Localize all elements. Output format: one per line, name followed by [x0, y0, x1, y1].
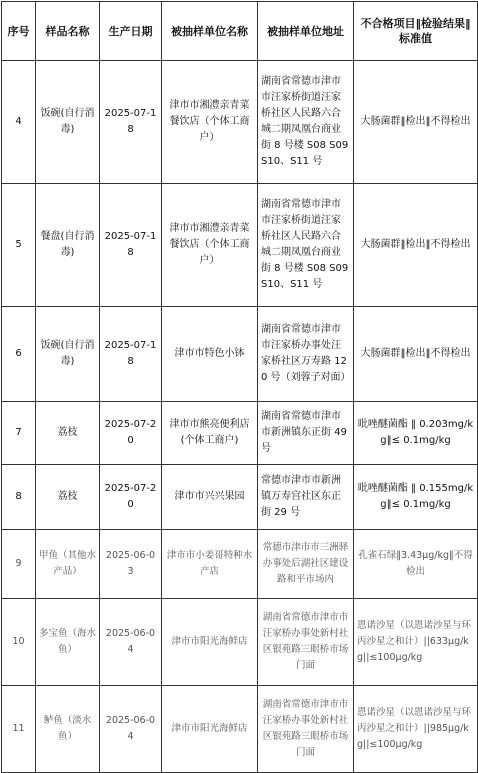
row-production-date: 2025-07-18	[100, 184, 162, 307]
row-no: 10	[2, 599, 36, 686]
row-production-date: 2025-06-03	[100, 530, 162, 599]
table-row	[2, 465, 478, 530]
header-sample-name: 样品名称	[36, 2, 100, 61]
row-unit-name: 津市市阳光海鲜店	[162, 599, 258, 686]
row-result: 恩诺沙星（以恩诺沙星与环丙沙星之和计）||985μg/kg||≤100μg/kg	[354, 686, 478, 773]
table-row	[2, 599, 478, 686]
row-no: 7	[2, 402, 36, 465]
row-result: 吡唑醚菌酯 ‖ 0.155mg/kg‖≤ 0.1mg/kg	[354, 465, 478, 530]
table-row	[2, 402, 478, 465]
row-unit-name: 津市市小姜哥特种水产店	[162, 530, 258, 599]
row-unit-address: 湖南省常德市津市市汪家桥办事处新村社区银苑路三眼桥市场门面	[258, 686, 354, 773]
row-unit-address: 常德市津市市三洲驿办事处后湖社区建设路和平市场内	[258, 530, 354, 599]
row-no: 8	[2, 465, 36, 530]
header-sampled-unit-address: 被抽样单位地址	[258, 2, 354, 61]
row-production-date: 2025-07-18	[100, 307, 162, 402]
header-sampled-unit-name: 被抽样单位名称	[162, 2, 258, 61]
row-no: 11	[2, 686, 36, 773]
row-result: 孔雀石绿‖3.43μg/kg‖不得检出	[354, 530, 478, 599]
table-row	[2, 530, 478, 599]
row-unit-name: 津市市湘澧亲青菜餐饮店（个体工商户）	[162, 61, 258, 184]
row-sample-name: 饭碗(自行消毒)	[36, 61, 100, 184]
header-result: 不合格项目‖检验结果‖标准值	[354, 2, 478, 61]
row-result: 大肠菌群‖检出‖不得检出	[354, 61, 478, 184]
row-sample-name: 甲鱼（其他水产品）	[36, 530, 100, 599]
row-sample-name: 饭碗(自行消毒)	[36, 307, 100, 402]
header-production-date: 生产日期	[100, 2, 162, 61]
sampling-results-table	[1, 1, 478, 773]
row-no: 6	[2, 307, 36, 402]
row-unit-address: 湖南省常德市津市市汪家桥办事处汪家桥社区万寿路 120 号（刘蓉子对面）	[258, 307, 354, 402]
row-unit-address: 湖南省常德市津市市汪家桥街道汪家桥社区人民路六合城二期凤凰台商业街 8 号楼 S08 S09 S10、S11 号	[258, 184, 354, 307]
row-unit-name: 津市市特色小钵	[162, 307, 258, 402]
header-no: 序号	[2, 2, 36, 61]
row-unit-name: 津市市熊亮便利店(个体工商户)	[162, 402, 258, 465]
row-unit-name: 津市市阳光海鲜店	[162, 686, 258, 773]
table-row	[2, 307, 478, 402]
row-unit-name: 津市市兴兴果园	[162, 465, 258, 530]
row-unit-address: 常德市津市市新洲镇万寿宫社区东正街 29 号	[258, 465, 354, 530]
row-no: 9	[2, 530, 36, 599]
row-result: 大肠菌群‖检出‖不得检出	[354, 307, 478, 402]
row-production-date: 2025-06-04	[100, 686, 162, 773]
row-unit-address: 湖南省常德市津市市汪家桥街道汪家桥社区人民路六合城二期凤凰台商业街 8 号楼 S08 S09 S10、S11 号	[258, 61, 354, 184]
row-production-date: 2025-06-04	[100, 599, 162, 686]
row-result: 吡唑醚菌酯 ‖ 0.203mg/kg‖≤ 0.1mg/kg	[354, 402, 478, 465]
row-sample-name: 多宝鱼（海水鱼）	[36, 599, 100, 686]
row-no: 5	[2, 184, 36, 307]
row-sample-name: 荔枝	[36, 465, 100, 530]
table-row	[2, 184, 478, 307]
header-row	[2, 2, 478, 61]
row-sample-name: 鲈鱼（淡水鱼）	[36, 686, 100, 773]
row-result: 大肠菌群‖检出‖不得检出	[354, 184, 478, 307]
table-row	[2, 61, 478, 184]
table-row	[2, 686, 478, 773]
row-result: 恩诺沙星（以恩诺沙星与环丙沙星之和计）||633μg/kg||≤100μg/kg	[354, 599, 478, 686]
row-production-date: 2025-07-20	[100, 465, 162, 530]
row-unit-address: 湖南省常德市津市市汪家桥办事处新村社区银苑路三眼桥市场门面	[258, 599, 354, 686]
row-sample-name: 荔枝	[36, 402, 100, 465]
row-unit-name: 津市市湘澧亲青菜餐饮店（个体工商户）	[162, 184, 258, 307]
row-production-date: 2025-07-18	[100, 61, 162, 184]
row-production-date: 2025-07-20	[100, 402, 162, 465]
row-no: 4	[2, 61, 36, 184]
row-unit-address: 湖南省常德市津市市新洲镇东正街 49 号	[258, 402, 354, 465]
row-sample-name: 餐盘(自行消毒)	[36, 184, 100, 307]
